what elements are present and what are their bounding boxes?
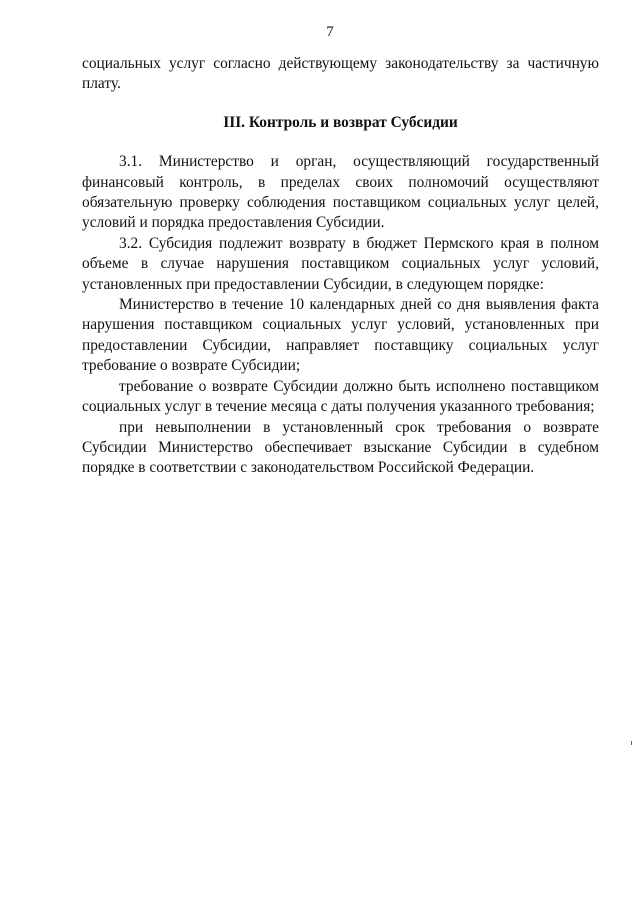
intro-continuation-paragraph: социальных услуг согласно действующему законодательству за частичную плату. [82, 55, 599, 93]
document-body [82, 54, 599, 479]
paragraph-ministry-deadline: Министерство в течение 10 календарных дней со дня выявления факта нарушения поставщиком социальных услуг условий, установленных при предоставлении Субсидии, направляет поставщику социальных услуг требование о возврате Субсидии; [82, 296, 599, 375]
page-number: 7 [326, 24, 334, 40]
section-heading: III. Контроль и возврат Субсидии [223, 113, 458, 131]
paragraph-3-1: 3.1. Министерство и орган, осуществляющий государственный финансовый контроль, в пределах своих полномочий осуществляют обязательную проверку соблюдения поставщиком социальных услуг целей, условий и порядка предоставления Субсидии. [82, 153, 599, 232]
scan-edge-mark [631, 741, 632, 745]
paragraph-non-fulfillment: при невыполнении в установленный срок требования о возврате Субсидии Министерство обеспечивает взыскание Субсидии в судебном порядке в соответствии с законодательством Российской Федерации. [82, 418, 599, 477]
paragraph-requirement-execution: требование о возврате Субсидии должно быть исполнено поставщиком социальных услуг в течение месяца с даты получения указанного требования; [82, 377, 599, 416]
paragraph-3-2: 3.2. Субсидия подлежит возврату в бюджет Пермского края в полном объеме в случае нарушения поставщиком социальных услуг условий, установленных при предоставлении Субсидии, в следующем порядке: [82, 234, 599, 293]
